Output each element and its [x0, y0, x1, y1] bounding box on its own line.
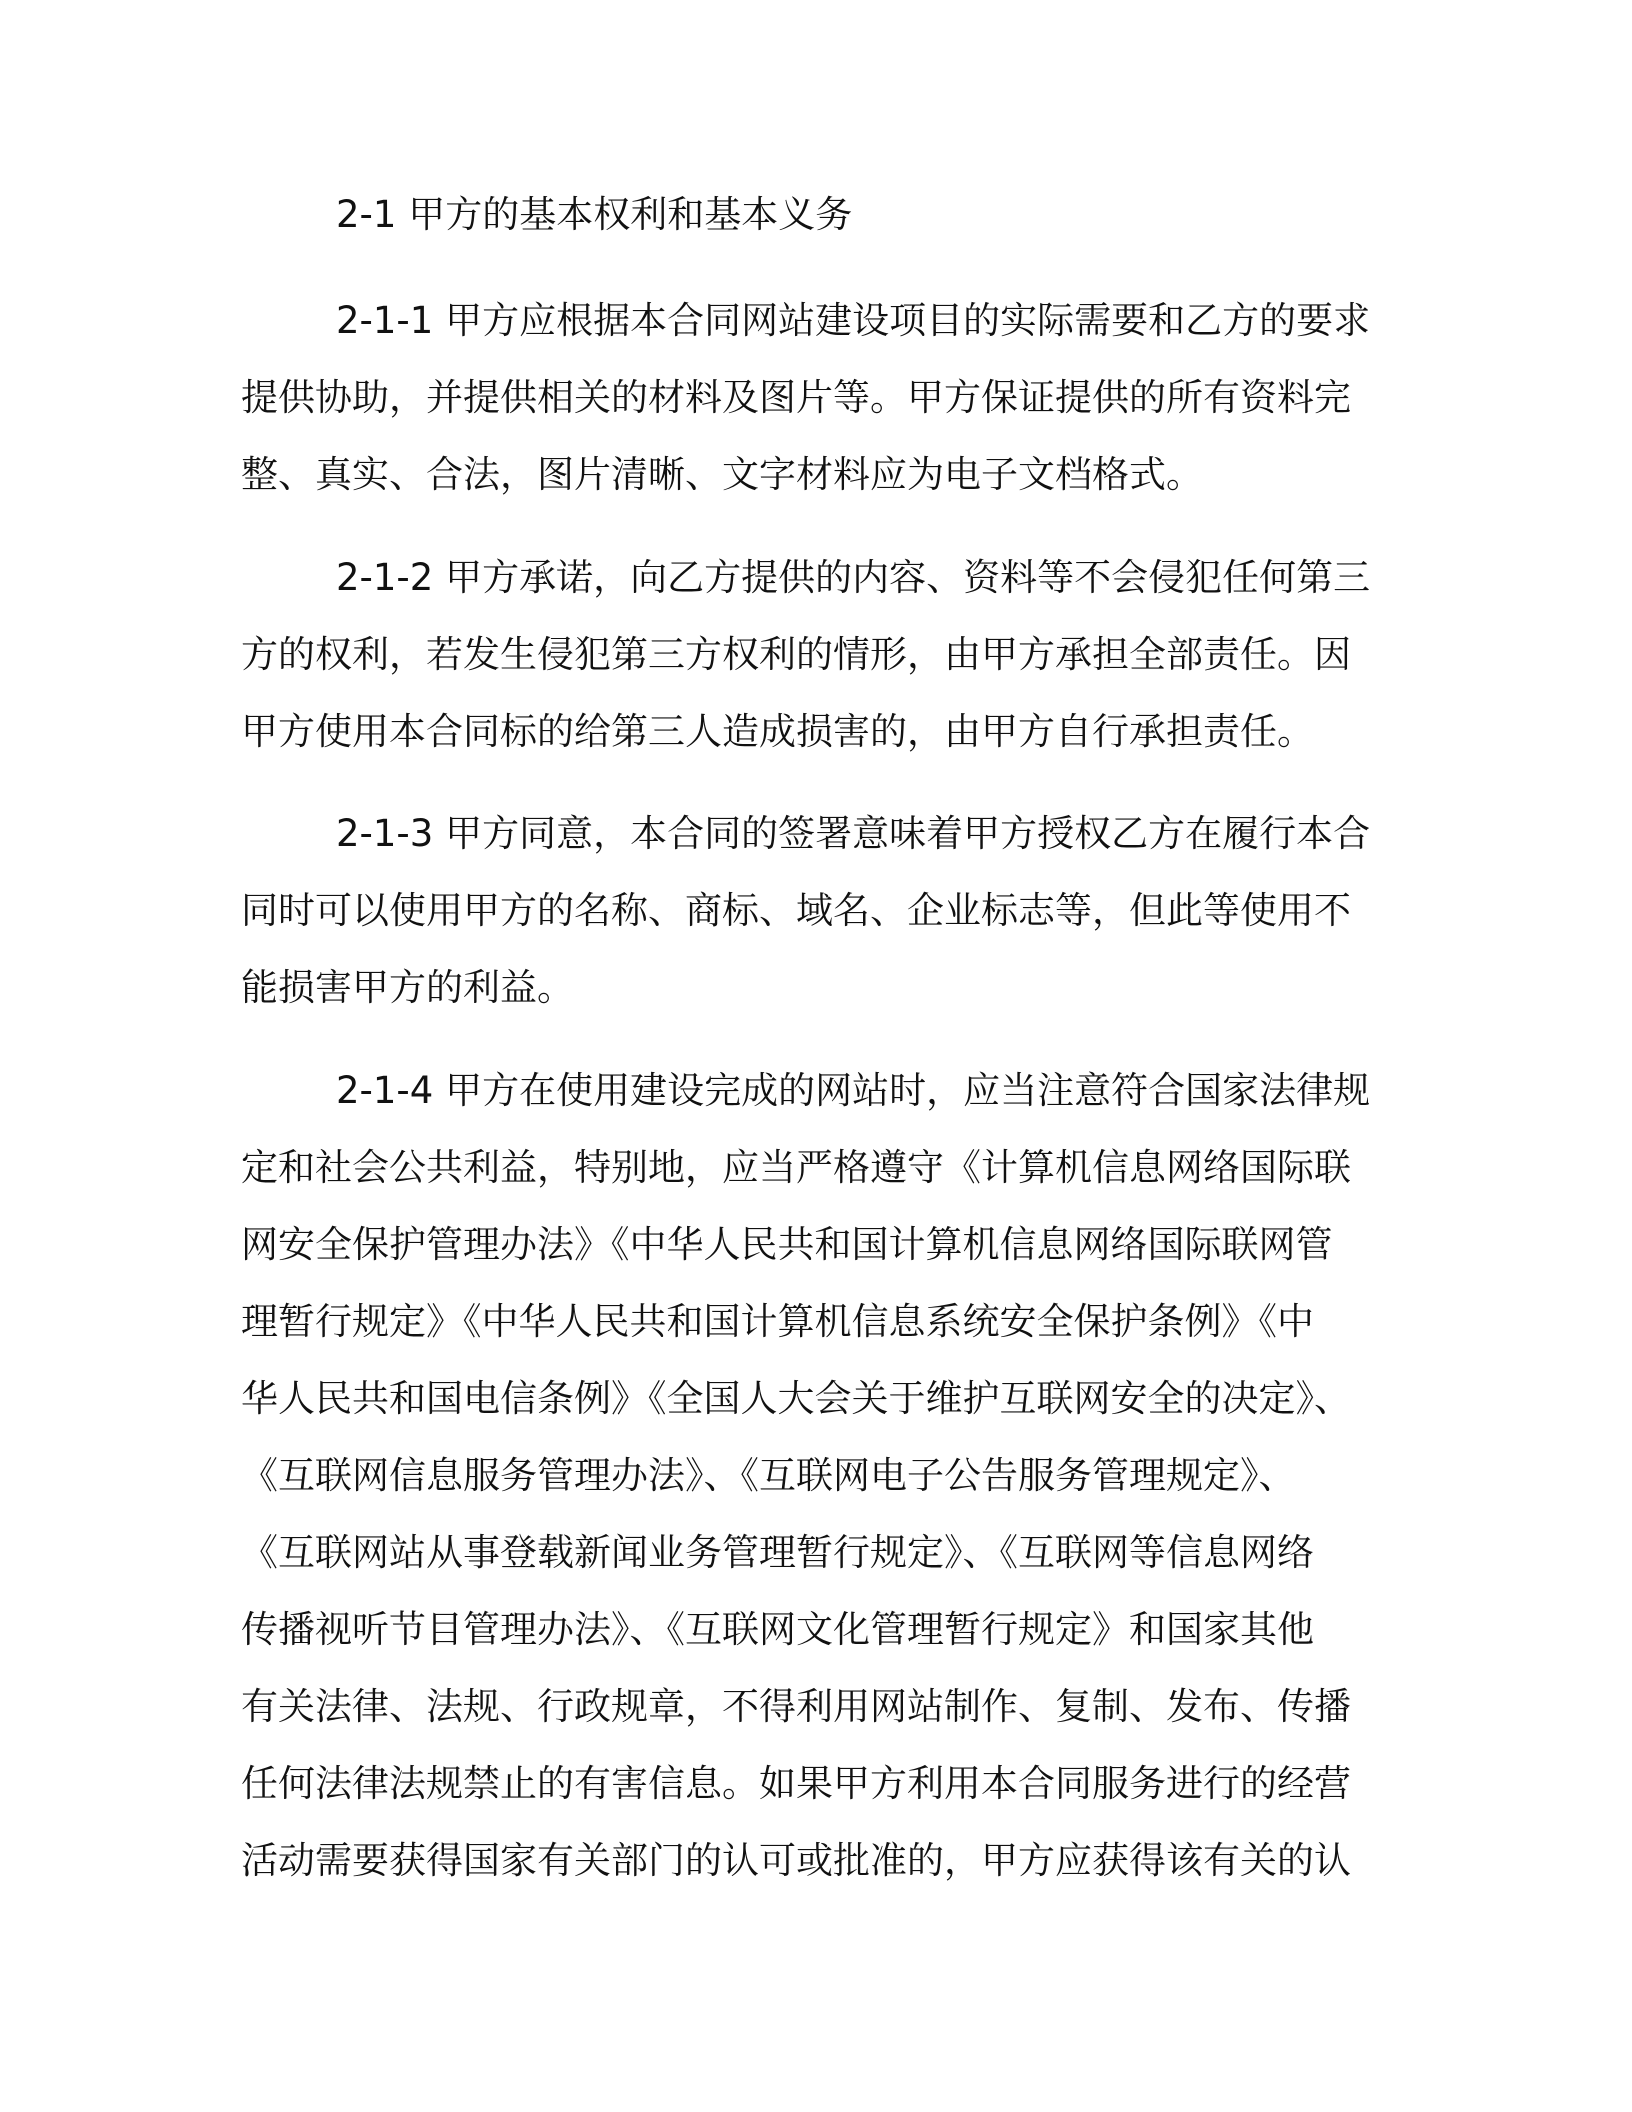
paragraph-2-1-1 [241, 282, 1381, 513]
paragraph-line: 理暂行规定》《中华人民共和国计算机信息系统安全保护条例》《中 [241, 1300, 1314, 1343]
paragraph-line: 传播视听节目管理办法》、《互联网文化管理暂行规定》和国家其他 [241, 1608, 1314, 1651]
paragraph-line: 2-1-1 甲方应根据本合同网站建设项目的实际需要和乙方的要求 [336, 299, 1371, 342]
paragraph-line: 任何法律法规禁止的有害信息。如果甲方利用本合同服务进行的经营 [241, 1762, 1351, 1805]
paragraph-line: 同时可以使用甲方的名称、商标、域名、企业标志等，但此等使用不 [241, 889, 1351, 932]
paragraph-line: 2-1-3 甲方同意，本合同的签署意味着甲方授权乙方在履行本合 [336, 812, 1371, 855]
paragraph-line: 整、真实、合法，图片清晰、文字材料应为电子文档格式。 [241, 453, 1203, 496]
paragraph-line: 《互联网信息服务管理办法》、《互联网电子公告服务管理规定》、 [241, 1454, 1296, 1497]
paragraph-line: 网安全保护管理办法》《中华人民共和国计算机信息网络国际联网管 [241, 1223, 1333, 1266]
paragraph-line: 活动需要获得国家有关部门的认可或批准的，甲方应获得该有关的认 [241, 1839, 1351, 1882]
paragraph-line: 能损害甲方的利益。 [241, 966, 574, 1009]
paragraph-line: 2-1-2 甲方承诺，向乙方提供的内容、资料等不会侵犯任何第三 [336, 556, 1371, 599]
paragraph-line: 《互联网站从事登载新闻业务管理暂行规定》、《互联网等信息网络 [241, 1531, 1314, 1574]
paragraph-line: 华人民共和国电信条例》《全国人大会关于维护互联网安全的决定》、 [241, 1377, 1351, 1420]
paragraph-line: 有关法律、法规、行政规章，不得利用网站制作、复制、发布、传播 [241, 1685, 1351, 1728]
paragraph-line: 提供协助，并提供相关的材料及图片等。甲方保证提供的所有资料完 [241, 376, 1351, 419]
paragraph-2-1-3 [241, 795, 1381, 1026]
paragraph-line: 甲方使用本合同标的给第三人造成损害的，由甲方自行承担责任。 [241, 710, 1314, 753]
paragraph-line: 2-1-4 甲方在使用建设完成的网站时，应当注意符合国家法律规 [336, 1069, 1371, 1112]
section-heading [241, 176, 1381, 253]
paragraph-2-1-2 [241, 539, 1381, 770]
paragraph-line: 方的权利，若发生侵犯第三方权利的情形，由甲方承担全部责任。因 [241, 633, 1351, 676]
heading-line: 2-1 甲方的基本权利和基本义务 [336, 193, 853, 236]
paragraph-line: 定和社会公共利益，特别地，应当严格遵守《计算机信息网络国际联 [241, 1146, 1351, 1189]
paragraph-2-1-4 [241, 1052, 1381, 1899]
